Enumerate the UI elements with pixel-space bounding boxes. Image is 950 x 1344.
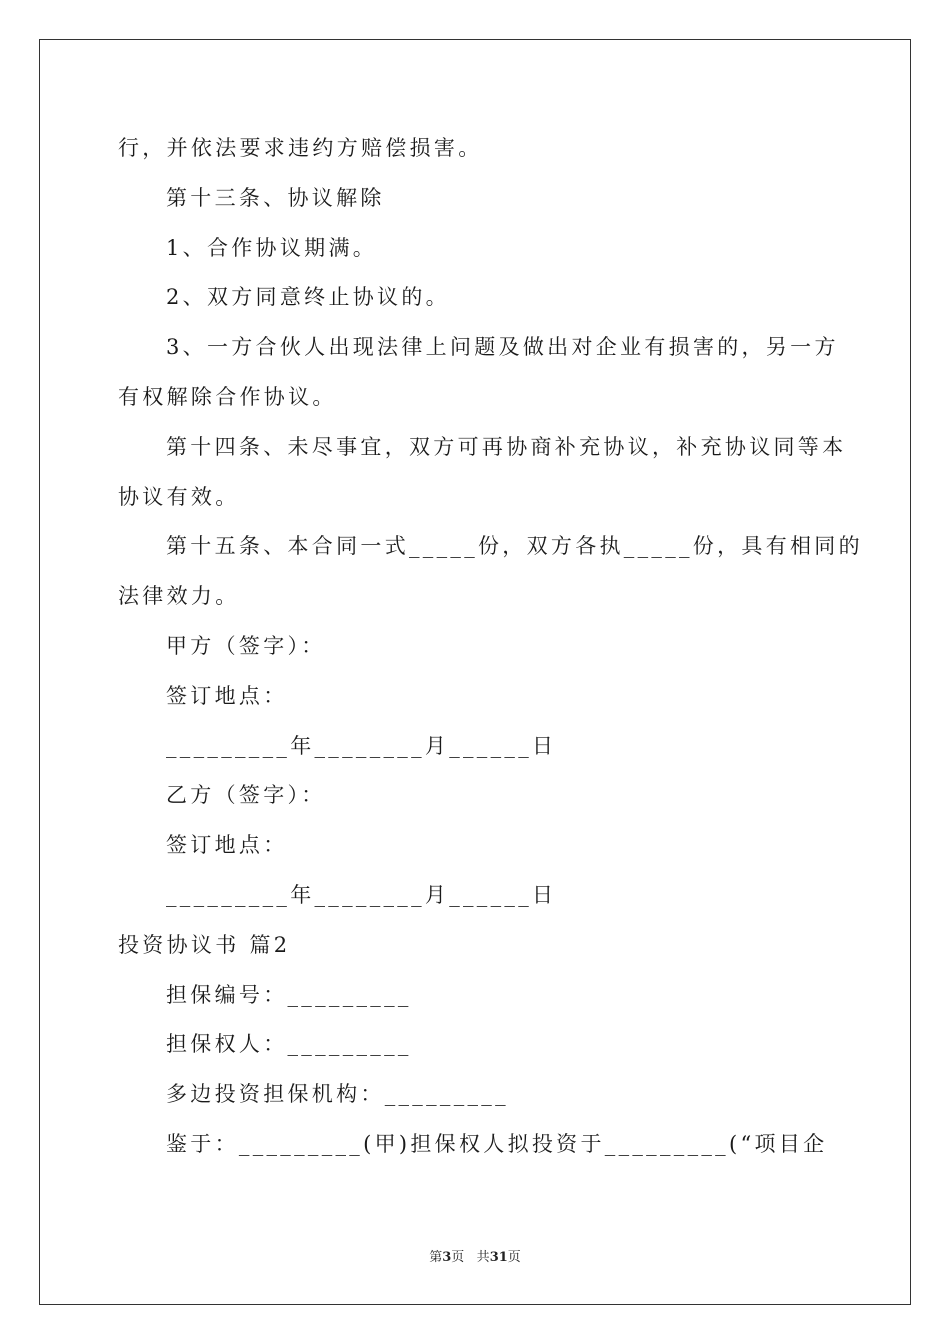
- document-title: 投资协议书 篇2: [118, 932, 291, 957]
- text-line: 3、一方合伙人出现法律上问题及做出对企业有损害的，另一方: [166, 335, 839, 360]
- footer-page-unit: 页: [451, 1250, 465, 1265]
- signing-date: _________年________月______日: [166, 882, 557, 907]
- section-heading: 第十四条、未尽事宜，双方可再协商补充协议，补充协议同等本: [166, 434, 847, 459]
- guarantee-holder: 担保权人：_________: [166, 1032, 412, 1057]
- page-footer: [0, 1246, 950, 1265]
- text-line: 1、合作协议期满。: [166, 235, 378, 260]
- signing-place: 签订地点：: [166, 833, 288, 858]
- guarantee-number: 担保编号：_________: [166, 982, 412, 1007]
- section-heading: 第十三条、协议解除: [166, 185, 385, 210]
- document-body: [118, 124, 863, 1170]
- text-line: 有权解除合作协议。: [118, 384, 337, 409]
- text-line: 法律效力。: [118, 584, 240, 609]
- signing-date: _________年________月______日: [166, 733, 557, 758]
- footer-total-unit: 页: [507, 1250, 521, 1265]
- text-line: 鉴于：_________(甲)担保权人拟投资于_________(“项目企: [166, 1131, 828, 1156]
- signing-place: 签订地点：: [166, 683, 288, 708]
- text-line: 行，并依法要求违约方赔偿损害。: [118, 136, 483, 160]
- footer-page-number: 3: [442, 1250, 452, 1265]
- text-line: 2、双方同意终止协议的。: [166, 285, 450, 310]
- guarantee-agency: 多边投资担保机构：_________: [166, 1082, 509, 1107]
- footer-prefix: 第: [429, 1250, 443, 1265]
- party-b-signature: 乙方（签字）：: [166, 783, 326, 808]
- party-a-signature: 甲方（签字）：: [166, 633, 326, 658]
- text-line: 协议有效。: [118, 484, 240, 509]
- footer-total-pages: 31: [489, 1250, 508, 1265]
- section-heading: 第十五条、本合同一式_____份，双方各执_____份，具有相同的: [166, 534, 863, 559]
- footer-total-prefix: 共: [476, 1250, 490, 1265]
